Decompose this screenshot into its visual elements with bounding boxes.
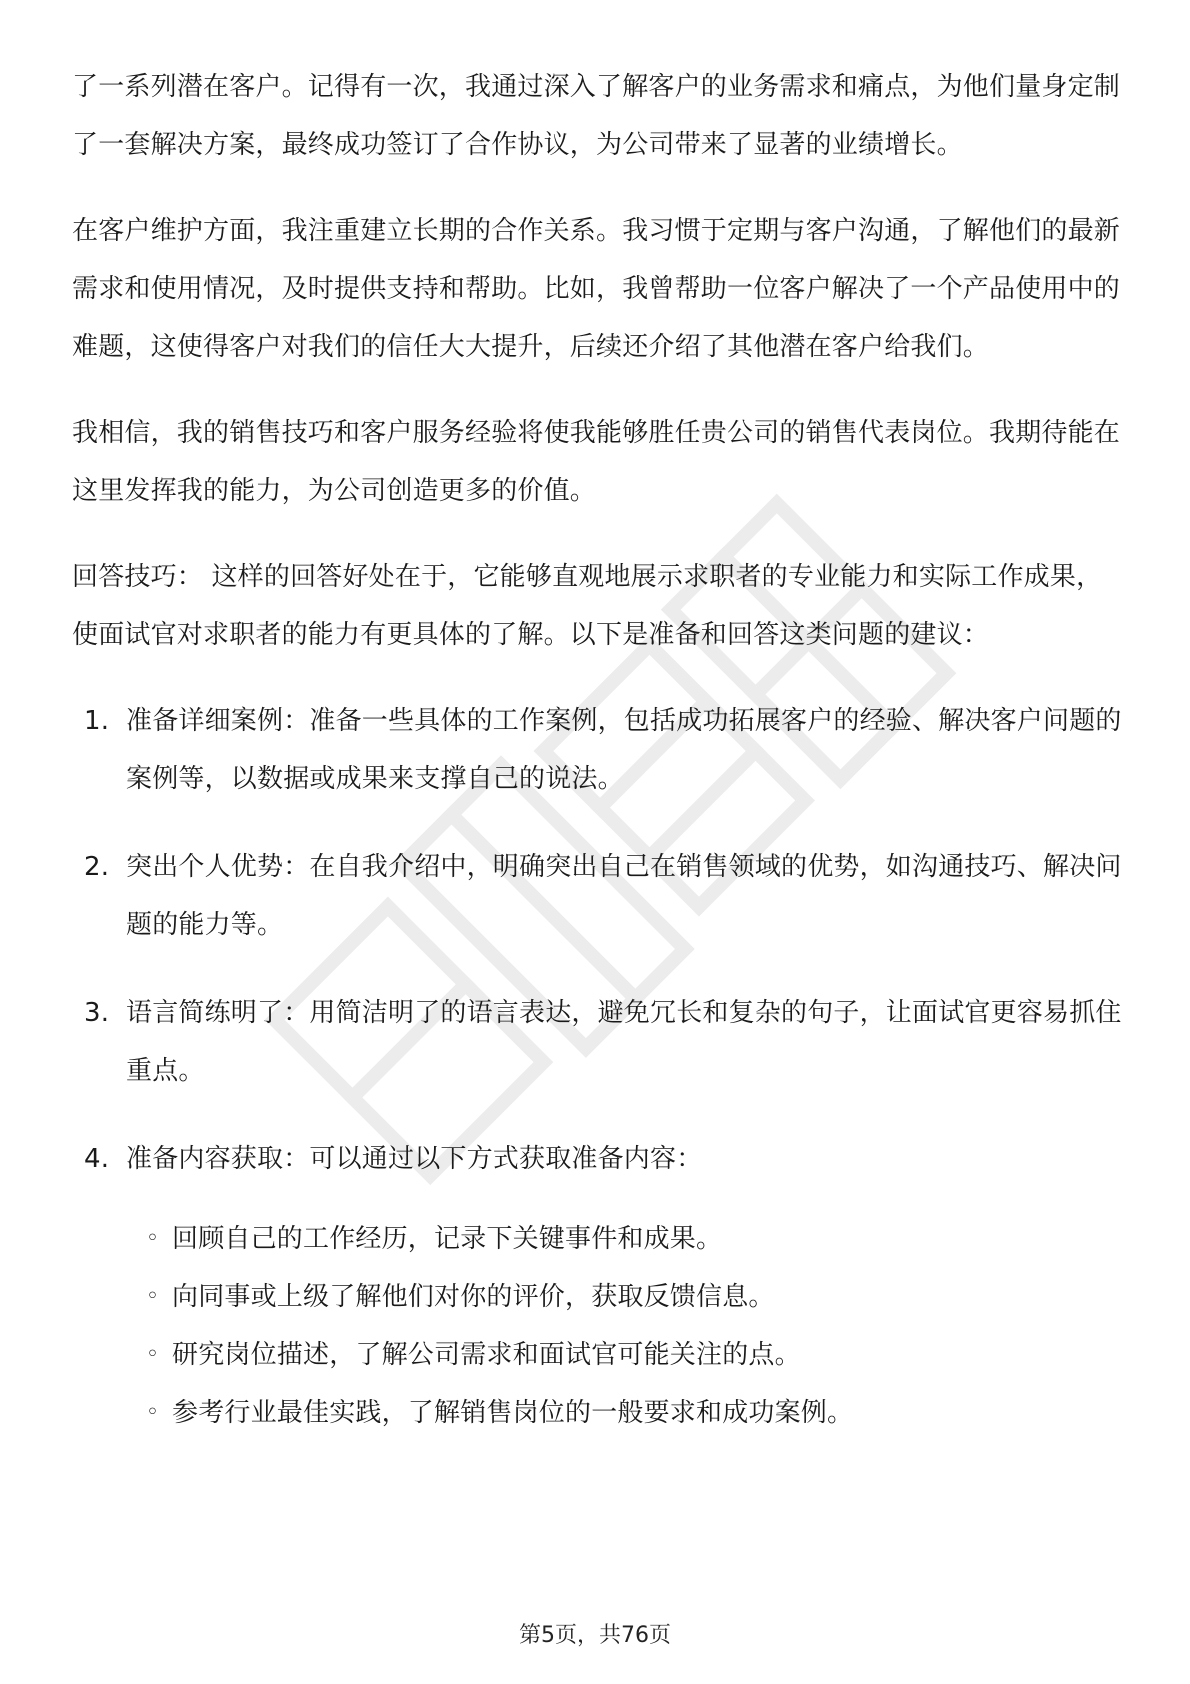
paragraph-intro-continuation: 了一系列潜在客户。记得有一次，我通过深入了解客户的业务需求和痛点，为他们量身定制了一套解决方案，最终成功签订了合作协议，为公司带来了显著的业绩增长。 (72, 72, 1121, 160)
sub-list-item-text: 向同事或上级了解他们对你的评价，获取反馈信息。 (172, 1282, 775, 1312)
list-item (72, 1130, 1122, 1188)
sub-list-item-text: 参考行业最佳实践，了解销售岗位的一般要求和成功案例。 (172, 1398, 854, 1428)
paragraph-customer-maintenance: 在客户维护方面，我注重建立长期的合作关系。我习惯于定期与客户沟通，了解他们的最新需求和使用情况，及时提供支持和帮助。比如，我曾帮助一位客户解决了一个产品使用中的难题，这使得客户对我们的信任大大提升，后续还介绍了其他潜在客户给我们。 (72, 216, 1121, 362)
bullet-circle-icon: ◦ (146, 1342, 160, 1367)
list-item (72, 984, 1122, 1100)
paragraph-answer-tips: 回答技巧： 这样的回答好处在于，它能够直观地展示求职者的专业能力和实际工作成果，使面试官对求职者的能力有更具体的了解。以下是准备和回答这类问题的建议： (72, 562, 1103, 650)
bullet-circle-icon: ◦ (146, 1226, 160, 1251)
document-body (72, 58, 1122, 1442)
list-item-number: 3. (84, 998, 110, 1028)
paragraph-conclusion: 我相信，我的销售技巧和客户服务经验将使我能够胜任贵公司的销售代表岗位。我期待能在这里发挥我的能力，为公司创造更多的价值。 (72, 418, 1121, 506)
list-item-text: 准备详细案例：准备一些具体的工作案例，包括成功拓展客户的经验、解决客户问题的案例等，以数据或成果来支撑自己的说法。 (126, 706, 1122, 794)
bullet-circle-icon: ◦ (146, 1400, 160, 1425)
list-item-number: 2. (84, 852, 110, 882)
list-item-number: 4. (84, 1144, 110, 1174)
bullet-circle-icon: ◦ (146, 1284, 160, 1309)
list-item-text: 突出个人优势：在自我介绍中，明确突出自己在销售领域的优势，如沟通技巧、解决问题的能力等。 (126, 852, 1122, 940)
list-item-text: 语言简练明了：用简洁明了的语言表达，避免冗长和复杂的句子，让面试官更容易抓住重点。 (126, 998, 1122, 1086)
sub-list-item-text: 回顾自己的工作经历，记录下关键事件和成果。 (172, 1224, 723, 1254)
sub-list-item (126, 1326, 1122, 1384)
sub-list-item (126, 1384, 1122, 1442)
list-item-text: 准备内容获取：可以通过以下方式获取准备内容： (126, 1144, 703, 1174)
preparation-sources-list (72, 1210, 1122, 1442)
sub-list-item (126, 1210, 1122, 1268)
sub-list-item-text: 研究岗位描述，了解公司需求和面试官可能关注的点。 (172, 1340, 801, 1370)
list-item (72, 692, 1122, 808)
list-item (72, 838, 1122, 954)
list-item-number: 1. (84, 706, 110, 736)
page-number-footer: 第5页，共76页 (519, 1623, 671, 1648)
tips-list (72, 692, 1122, 1188)
sub-list-item (126, 1268, 1122, 1326)
